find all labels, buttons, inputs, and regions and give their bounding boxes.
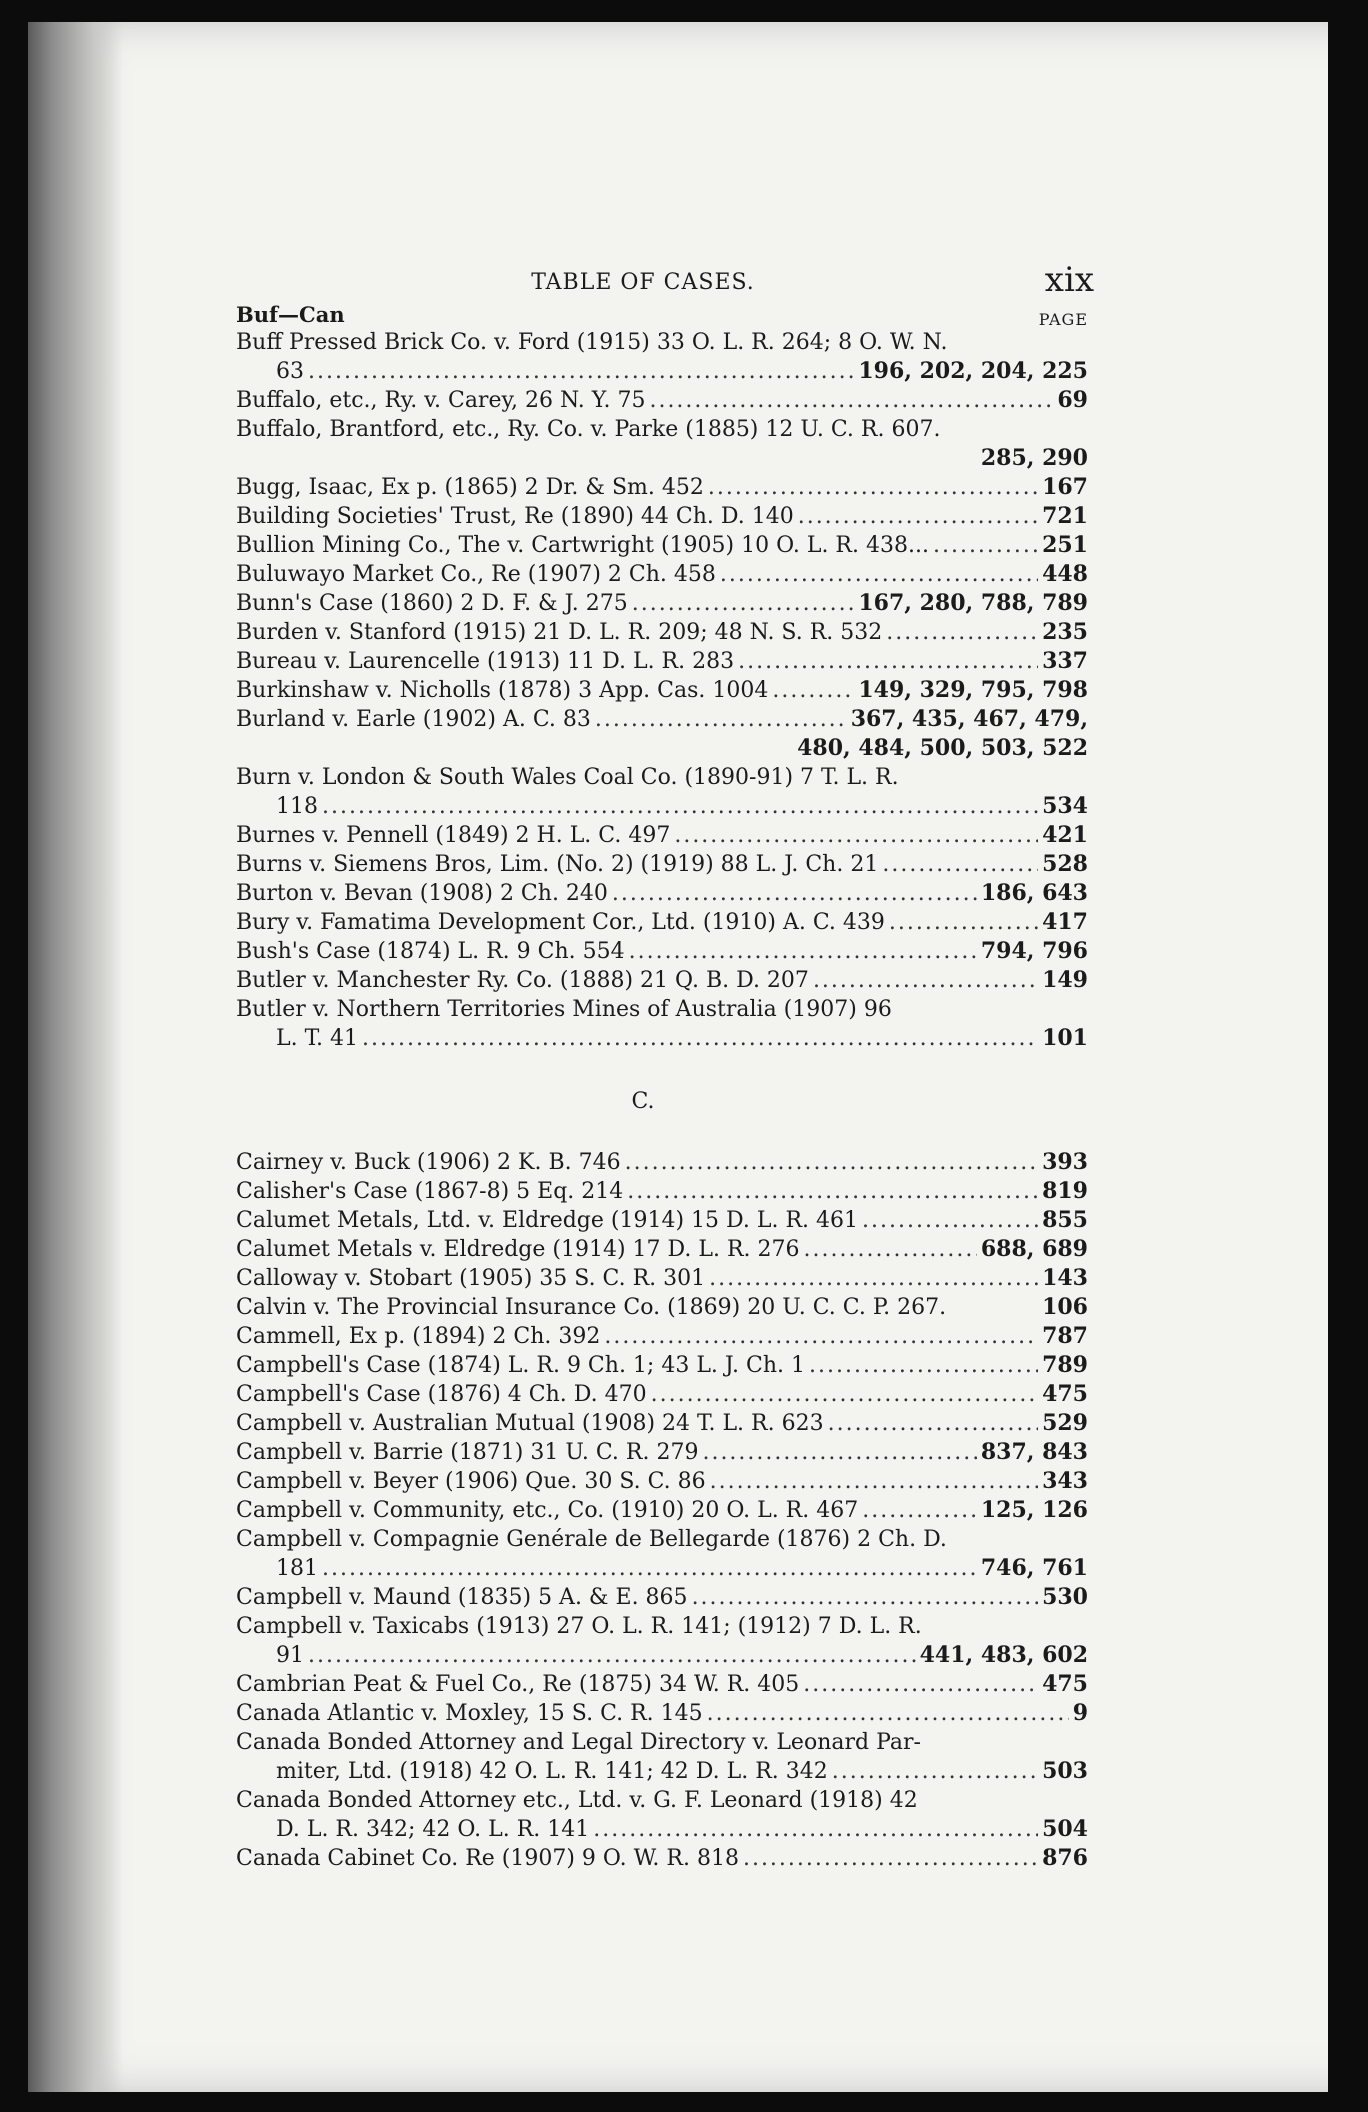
page-refs: 167 [1042, 474, 1088, 500]
case-citation: Butler v. Northern Territories Mines of Australia (1907) 96 [236, 997, 892, 1022]
case-entry [236, 473, 1088, 502]
page-refs: 529 [1042, 1410, 1088, 1436]
case-entry [236, 1757, 1088, 1786]
case-entry [236, 1467, 1088, 1496]
page-refs: 441, 483, 602 [919, 1642, 1088, 1668]
case-citation: Canada Atlantic v. Moxley, 15 S. C. R. 145 [236, 1701, 703, 1726]
case-citation: Cambrian Peat & Fuel Co., Re (1875) 34 W. R. 405 [236, 1672, 800, 1697]
case-citation: Cairney v. Buck (1906) 2 K. B. 746 [236, 1150, 621, 1175]
case-entry [236, 821, 1088, 850]
case-entry [236, 1612, 1088, 1641]
page-refs: 819 [1042, 1178, 1088, 1204]
case-citation: Campbell v. Community, etc., Co. (1910) 20 O. L. R. 467 [236, 1498, 859, 1523]
case-entry [236, 1351, 1088, 1380]
case-entry [236, 531, 1088, 560]
page-refs: 393 [1042, 1149, 1088, 1175]
case-citation: Buffalo, Brantford, etc., Ry. Co. v. Parke (1885) 12 U. C. R. 607. [236, 417, 941, 442]
case-citation: Campbell v. Compagnie Genérale de Bellegarde (1876) 2 Ch. D. [236, 1527, 947, 1552]
case-citation: Bush's Case (1874) L. R. 9 Ch. 554 [236, 939, 625, 964]
case-citation: Burland v. Earle (1902) A. C. 83 [236, 707, 591, 732]
case-entry [236, 705, 1088, 734]
page-refs: 789 [1042, 1352, 1088, 1378]
page-refs: 143 [1042, 1265, 1088, 1291]
page-refs: 530 [1042, 1584, 1088, 1610]
page-refs: 337 [1042, 648, 1088, 674]
case-entry [236, 1380, 1088, 1409]
case-citation: Canada Bonded Attorney and Legal Directory v. Leonard Par- [236, 1730, 921, 1755]
case-entry [236, 1264, 1088, 1293]
case-citation: Burnes v. Pennell (1849) 2 H. L. C. 497 [236, 823, 671, 848]
case-entry [236, 357, 1088, 386]
case-entry [236, 1438, 1088, 1467]
case-entry [236, 763, 1088, 792]
case-entry [236, 937, 1088, 966]
case-citation: Bullion Mining Co., The v. Cartwright (1905) 10 O. L. R. 438... [236, 533, 929, 558]
case-citation: Butler v. Manchester Ry. Co. (1888) 21 Q. B. D. 207 [236, 968, 809, 993]
alphabetical-range: Buf—Can [236, 302, 345, 327]
case-citation: 118 [276, 794, 318, 819]
section-heading-c: C. [631, 1089, 655, 1114]
case-citation: Burn v. London & South Wales Coal Co. (1890-91) 7 T. L. R. [236, 765, 899, 790]
case-entry [236, 1024, 1088, 1053]
page-refs: 69 [1057, 387, 1088, 413]
case-entry [236, 618, 1088, 647]
case-citation: Buffalo, etc., Ry. v. Carey, 26 N. Y. 75 [236, 388, 646, 413]
case-entry [236, 1844, 1088, 1873]
case-citation: Calumet Metals, Ltd. v. Eldredge (1914) 15 D. L. R. 461 [236, 1208, 859, 1233]
page-refs: 125, 126 [980, 1497, 1088, 1523]
case-citation: L. T. 41 [276, 1026, 359, 1051]
case-citation: Campbell's Case (1876) 4 Ch. D. 470 [236, 1382, 647, 1407]
case-citation: Campbell v. Beyer (1906) Que. 30 S. C. 86 [236, 1469, 706, 1494]
case-entry [236, 386, 1088, 415]
case-entry [236, 676, 1088, 705]
case-entry [236, 444, 1088, 473]
case-citation: Bury v. Famatima Development Cor., Ltd. (1910) A. C. 439 [236, 910, 885, 935]
case-citation: 63 [276, 359, 304, 384]
page-refs: 475 [1042, 1671, 1088, 1697]
page-refs: 787 [1042, 1323, 1088, 1349]
subheader [198, 302, 1088, 328]
page-refs: 855 [1042, 1207, 1088, 1233]
page-refs: 448 [1042, 561, 1088, 587]
case-list-b [198, 328, 1088, 1053]
case-entry [236, 792, 1088, 821]
case-entry [236, 328, 1088, 357]
case-entry [236, 1728, 1088, 1757]
case-entry [236, 1206, 1088, 1235]
page-refs: 503 [1042, 1758, 1088, 1784]
page-refs: 149 [1042, 967, 1088, 993]
page-refs: 167, 280, 788, 789 [858, 590, 1088, 616]
page-refs: 149, 329, 795, 798 [858, 677, 1088, 703]
case-citation: Bunn's Case (1860) 2 D. F. & J. 275 [236, 591, 628, 616]
case-citation: Calvin v. The Provincial Insurance Co. (1869) 20 U. C. C. P. 267. [236, 1295, 947, 1320]
page-refs: 186, 643 [980, 880, 1088, 906]
case-entry [236, 502, 1088, 531]
case-citation: Canada Cabinet Co. Re (1907) 9 O. W. R. 818 [236, 1846, 739, 1871]
page-refs: 9 [1072, 1700, 1088, 1726]
case-entry [236, 589, 1088, 618]
case-entry [236, 966, 1088, 995]
page-refs: 876 [1042, 1845, 1088, 1871]
case-entry [236, 1177, 1088, 1206]
case-citation: Burden v. Stanford (1915) 21 D. L. R. 209; 48 N. S. R. 532 [236, 620, 883, 645]
page-refs: 475 [1042, 1381, 1088, 1407]
page-number: xix [1044, 260, 1094, 300]
case-citation: miter, Ltd. (1918) 42 O. L. R. 141; 42 D. L. R. 342 [276, 1759, 828, 1784]
case-citation: Campbell v. Taxicabs (1913) 27 O. L. R. 141; (1912) 7 D. L. R. [236, 1614, 922, 1639]
page-refs: 106 [1042, 1294, 1088, 1320]
case-citation: D. L. R. 342; 42 O. L. R. 141 [276, 1817, 590, 1842]
case-entry [236, 1293, 1088, 1322]
case-entry [236, 415, 1088, 444]
case-citation: Buluwayo Market Co., Re (1907) 2 Ch. 458 [236, 562, 716, 587]
case-entry [236, 1409, 1088, 1438]
case-entry [236, 850, 1088, 879]
page-refs: 504 [1042, 1816, 1088, 1842]
page-refs: 196, 202, 204, 225 [858, 358, 1088, 384]
case-citation: Cammell, Ex p. (1894) 2 Ch. 392 [236, 1324, 601, 1349]
case-citation: Calisher's Case (1867-8) 5 Eq. 214 [236, 1179, 624, 1204]
page-refs: 421 [1042, 822, 1088, 848]
case-entry [236, 1670, 1088, 1699]
running-title: TABLE OF CASES. [531, 270, 755, 295]
case-citation: Campbell v. Barrie (1871) 31 U. C. R. 279 [236, 1440, 699, 1465]
book-spine-shadow [28, 22, 123, 2092]
case-entry [236, 1525, 1088, 1554]
case-entry [236, 995, 1088, 1024]
case-citation: 181 [276, 1556, 318, 1581]
case-list-c [198, 1148, 1088, 1873]
page-refs: 235 [1042, 619, 1088, 645]
page-refs: 746, 761 [980, 1555, 1088, 1581]
case-entry [236, 1699, 1088, 1728]
case-entry [236, 1786, 1088, 1815]
page-refs: 528 [1042, 851, 1088, 877]
page-refs: 343 [1042, 1468, 1088, 1494]
page-refs: 837, 843 [980, 1439, 1088, 1465]
case-entry [236, 734, 1088, 763]
case-citation: Bureau v. Laurencelle (1913) 11 D. L. R. 283 [236, 649, 735, 674]
running-header [198, 254, 1094, 302]
page-refs: 417 [1042, 909, 1088, 935]
page-refs: 101 [1042, 1025, 1088, 1051]
case-citation: Buff Pressed Brick Co. v. Ford (1915) 33 O. L. R. 264; 8 O. W. N. [236, 330, 948, 355]
case-citation: Calumet Metals v. Eldredge (1914) 17 D. L. R. 276 [236, 1237, 800, 1262]
page-content [198, 254, 1094, 1873]
page-refs: 721 [1042, 503, 1088, 529]
case-entry [236, 1583, 1088, 1612]
page-refs: 251 [1042, 532, 1088, 558]
case-citation: Burton v. Bevan (1908) 2 Ch. 240 [236, 881, 608, 906]
page-column-label: PAGE [1038, 310, 1088, 329]
case-citation: Campbell v. Maund (1835) 5 A. & E. 865 [236, 1585, 688, 1610]
case-citation: 91 [276, 1643, 304, 1668]
case-citation: Campbell v. Australian Mutual (1908) 24 T. L. R. 623 [236, 1411, 824, 1436]
case-citation: Building Societies' Trust, Re (1890) 44 Ch. D. 140 [236, 504, 794, 529]
case-citation: Calloway v. Stobart (1905) 35 S. C. R. 301 [236, 1266, 706, 1291]
page-refs: 794, 796 [980, 938, 1088, 964]
case-citation: Burkinshaw v. Nicholls (1878) 3 App. Cas. 1004 [236, 678, 769, 703]
case-entry [236, 1496, 1088, 1525]
page-refs: 285, 290 [980, 445, 1088, 471]
case-entry [236, 908, 1088, 937]
page-refs: 367, 435, 467, 479, [850, 706, 1088, 732]
case-entry [236, 1815, 1088, 1844]
book-page [28, 22, 1328, 2092]
case-entry [236, 1641, 1088, 1670]
case-entry [236, 879, 1088, 908]
case-entry [236, 1322, 1088, 1351]
case-entry [236, 1554, 1088, 1583]
case-entry [236, 647, 1088, 676]
case-entry [236, 560, 1088, 589]
case-entry [236, 1148, 1088, 1177]
case-citation: Burns v. Siemens Bros, Lim. (No. 2) (1919) 88 L. J. Ch. 21 [236, 852, 879, 877]
case-entry [236, 1235, 1088, 1264]
page-refs: 688, 689 [980, 1236, 1088, 1262]
page-refs: 534 [1042, 793, 1088, 819]
case-citation: Canada Bonded Attorney etc., Ltd. v. G. F. Leonard (1918) 42 [236, 1788, 918, 1813]
case-citation: Bugg, Isaac, Ex p. (1865) 2 Dr. & Sm. 452 [236, 475, 704, 500]
case-citation: Campbell's Case (1874) L. R. 9 Ch. 1; 43 L. J. Ch. 1 [236, 1353, 805, 1378]
page-refs: 480, 484, 500, 503, 522 [797, 735, 1088, 761]
